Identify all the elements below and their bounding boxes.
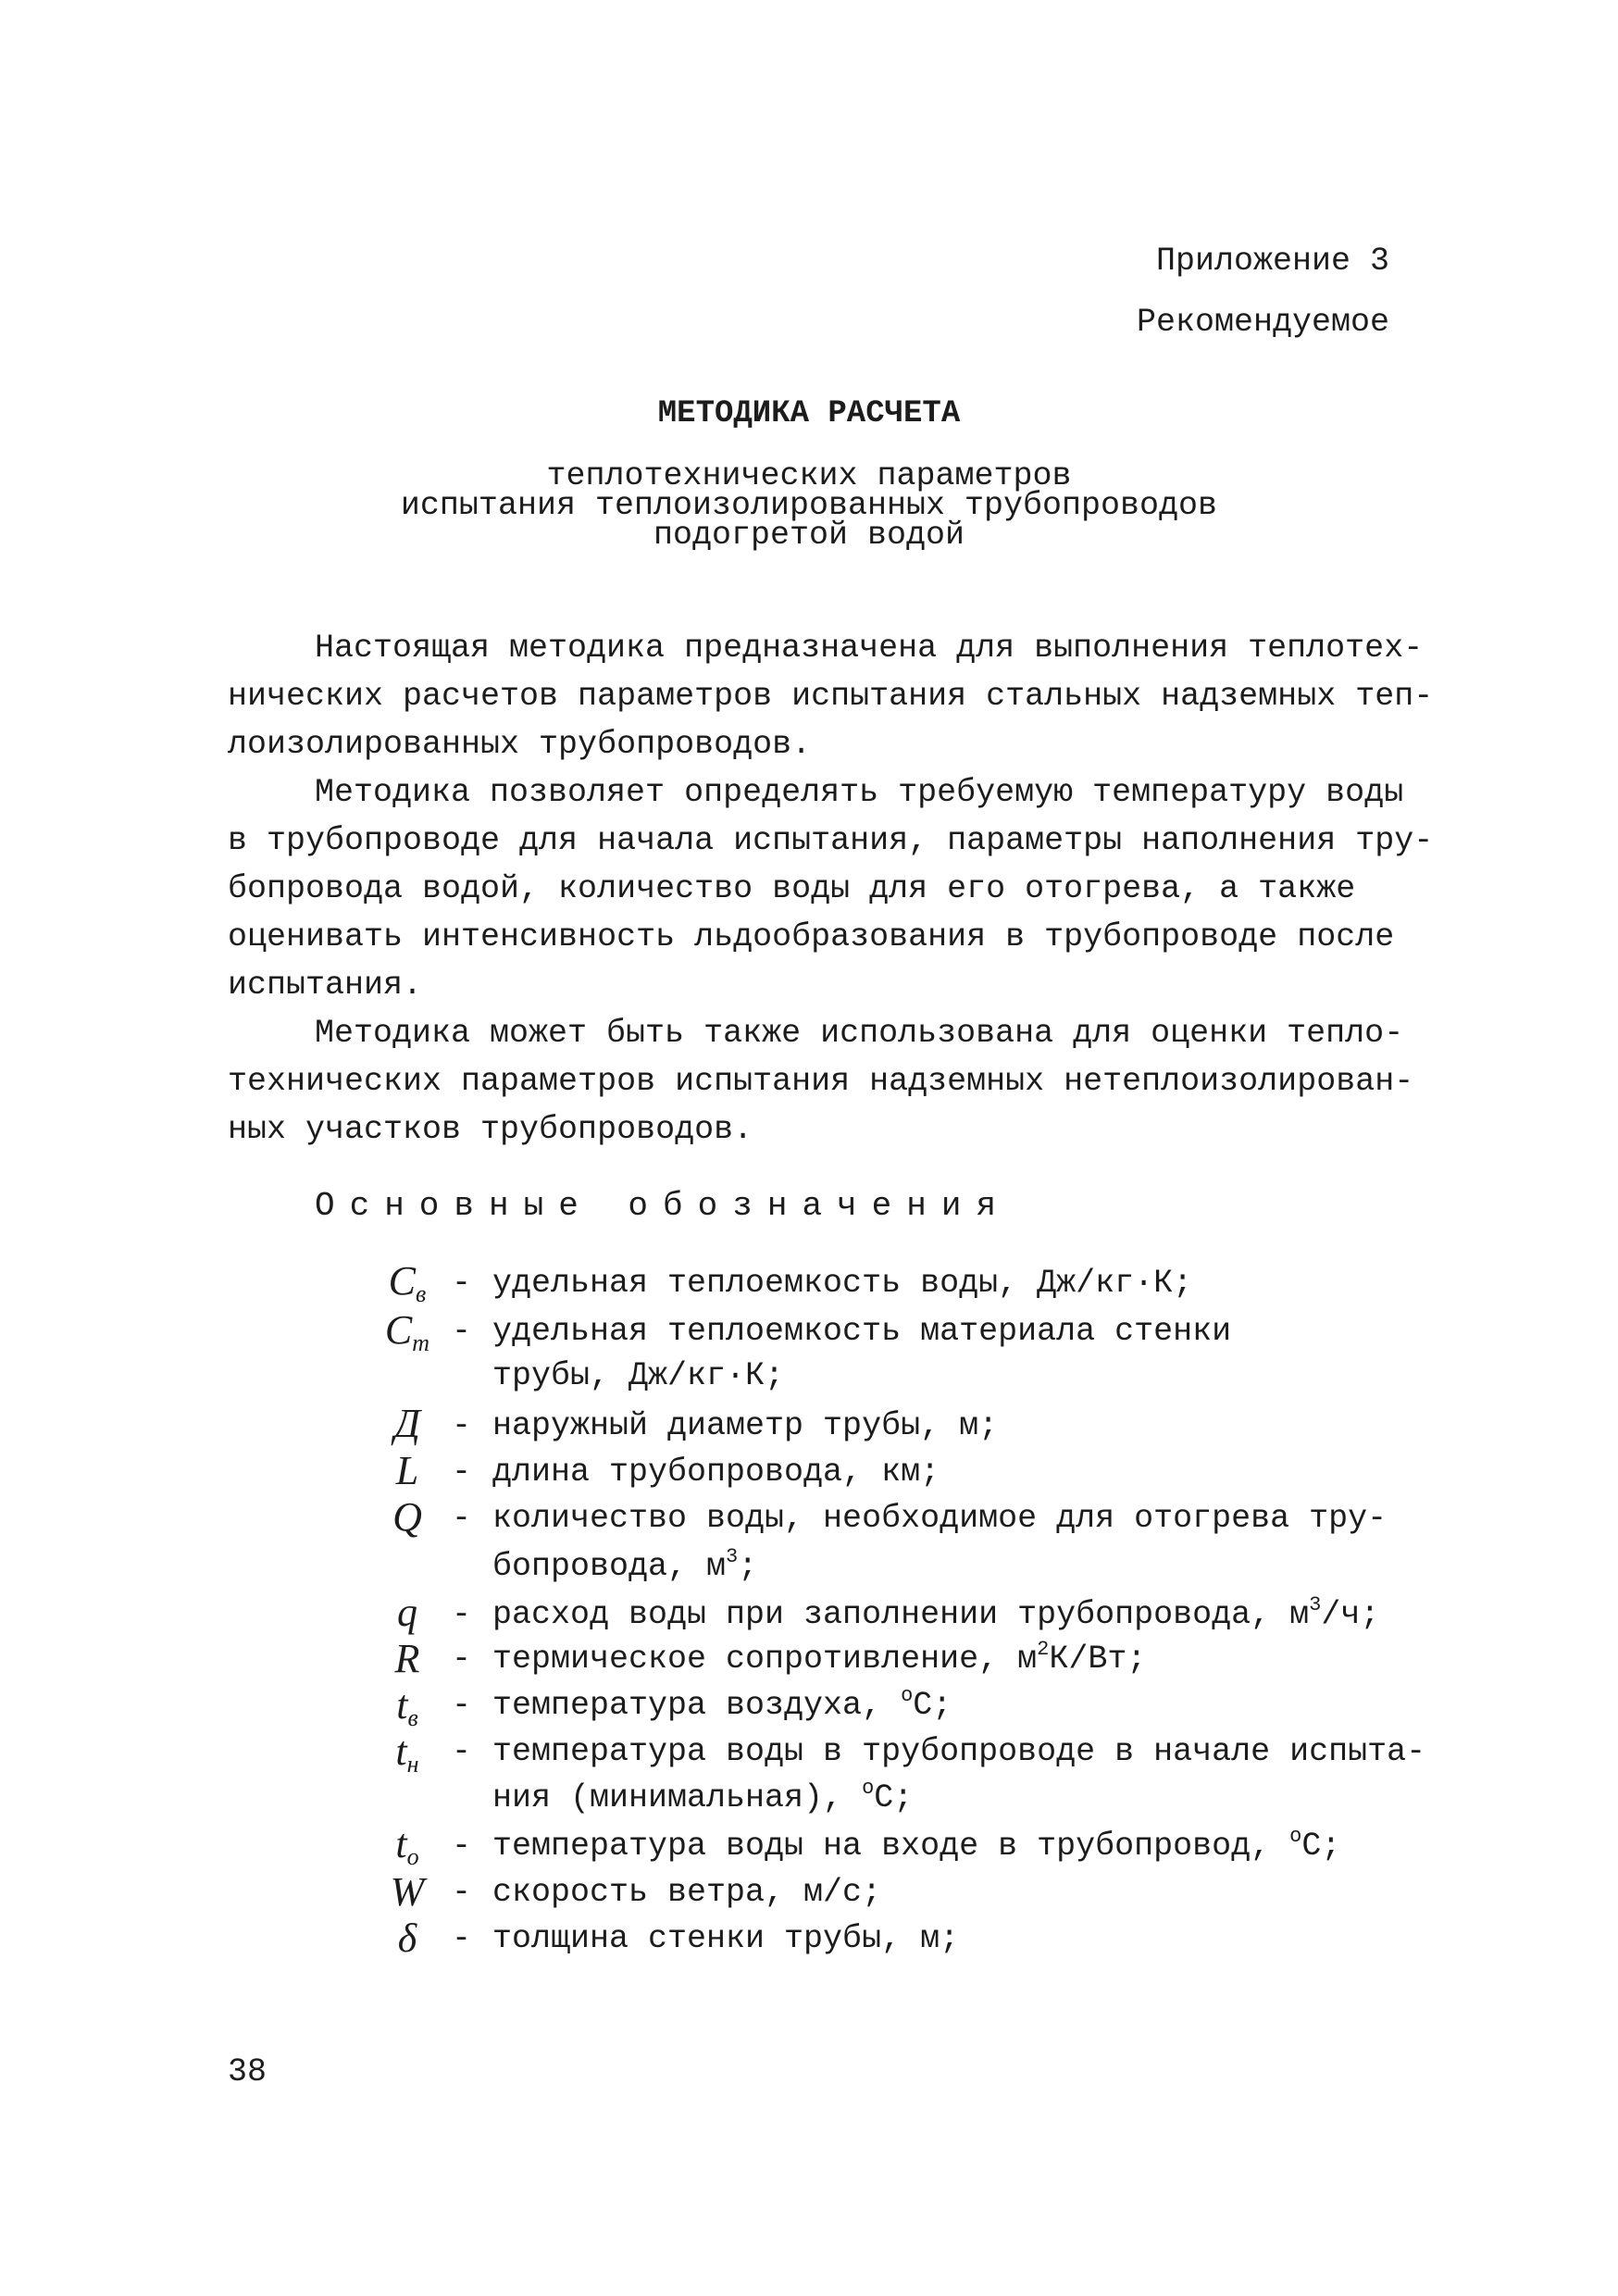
paragraph-1-line-1: Настоящая методика предназначена для выполнения теплотех- [315, 630, 1424, 667]
notation-dash: - [452, 1407, 472, 1444]
notation-definition: длина трубопровода, км; [492, 1454, 940, 1491]
symbol-c-pipe: $C_т$ [384, 1307, 430, 1356]
appendix-label: Приложение 3 [1155, 243, 1389, 280]
symbol-t-air: $t_в$ [396, 1682, 418, 1731]
symbol-wind: W [390, 1869, 425, 1915]
notation-dash: - [452, 1500, 472, 1537]
subtitle-line-3: подогретой водой [653, 517, 965, 554]
notation-definition: температура воды в трубопроводе в начале испыта- [492, 1733, 1426, 1770]
notation-definition: скорость ветра, м/с; [492, 1874, 882, 1911]
paragraph-1-line-2: нических расчетов параметров испытания стальных надземных теп- [228, 678, 1434, 715]
paragraph-1-line-3: лоизолированных трубопроводов. [228, 726, 812, 763]
notation-definition: удельная теплоемкость воды, Дж/кг·К; [492, 1265, 1193, 1302]
page-number: 38 [228, 2053, 268, 2090]
notation-dash: - [452, 1454, 472, 1491]
notation-dash: - [452, 1596, 472, 1633]
notation-dash: - [452, 1920, 472, 1957]
paragraph-2-line-4: оценивать интенсивность льдообразования в трубопроводе после [228, 918, 1395, 955]
notation-definition-continued: трубы, Дж/кг·К; [492, 1357, 785, 1394]
symbol-length: L [395, 1448, 419, 1493]
paragraph-2-line-2: в трубопроводе для начала испытания, параметры наполнения тру- [228, 822, 1434, 859]
symbol-resistance: R [394, 1636, 420, 1681]
notation-dash: - [452, 1874, 472, 1911]
notation-definition: толщина стенки трубы, м; [492, 1920, 960, 1957]
symbol-t-initial: $t_н$ [395, 1728, 419, 1778]
notation-definition: количество воды, необходимое для отогрева тру- [492, 1500, 1388, 1537]
notation-dash: - [452, 1687, 472, 1724]
notation-definition: температура воды на входе в трубопровод, $^о$С; [492, 1825, 1341, 1865]
subtitle-line-1: теплотехнических параметров [546, 457, 1072, 494]
notation-definition-continued: ния (минимальная), $^о$С; [492, 1777, 914, 1816]
paragraph-3-line-1: Методика может быть также использована для оценки тепло- [315, 1015, 1404, 1052]
notation-dash: - [452, 1828, 472, 1865]
notation-dash: - [452, 1265, 472, 1302]
symbol-c-water: $C_в$ [388, 1258, 427, 1307]
symbol-t-inlet: $t_о$ [395, 1821, 419, 1870]
notation-dash: - [452, 1641, 472, 1678]
notation-dash: - [452, 1733, 472, 1770]
notation-definition: термическое сопротивление, $м^2К/Вт$; [492, 1638, 1147, 1678]
notation-definition: температура воздуха, $^о$С; [492, 1684, 952, 1724]
paragraph-2-line-5: испытания. [228, 967, 423, 1004]
notation-definition: наружный диаметр трубы, м; [492, 1407, 999, 1444]
notation-heading: Основные обозначения [315, 1187, 1012, 1225]
recommended-label: Рекомендуемое [1136, 304, 1389, 341]
symbol-wall-thickness: δ [397, 1915, 417, 1961]
notation-definition: удельная теплоемкость материала стенки [492, 1313, 1232, 1350]
symbol-quantity: Q [392, 1494, 422, 1540]
page-title: МЕТОДИКА РАСЧЕТА [657, 396, 961, 431]
notation-definition: расход воды при заполнении трубопровода, $м^3/ч$; [492, 1593, 1380, 1633]
paragraph-3-line-3: ных участков трубопроводов. [228, 1111, 753, 1148]
paragraph-3-line-2: технических параметров испытания надземных нетеплоизолирован- [228, 1063, 1414, 1100]
symbol-flow-rate: q [397, 1590, 417, 1635]
subtitle-line-2: испытания теплоизолированных трубопроводов [400, 487, 1218, 524]
paragraph-2-line-3: бопровода водой, количество воды для его отогрева, а также [228, 870, 1356, 907]
paragraph-2-line-1: Методика позволяет определять требуемую температуру воды [315, 774, 1404, 811]
notation-definition-continued: бопровода, $м^3$; [492, 1545, 758, 1585]
symbol-diameter: Д [394, 1401, 420, 1446]
notation-dash: - [452, 1313, 472, 1350]
